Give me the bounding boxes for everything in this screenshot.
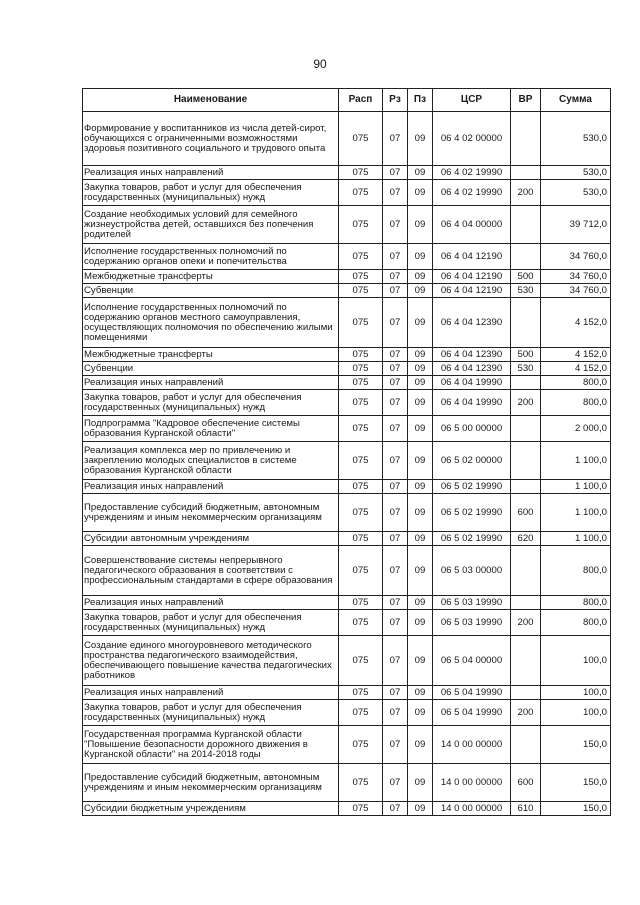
- row-vr-cell: 620: [511, 532, 541, 546]
- row-name-cell: Реализация комплекса мер по привлечению и закреплению молодых специалистов в системе образования Курганской области: [83, 442, 339, 480]
- row-csr-cell: 14 0 00 00000: [433, 764, 511, 802]
- row-name-cell: Межбюджетные трансферты: [83, 270, 339, 284]
- row-sum-cell: 1 100,0: [541, 532, 611, 546]
- row-sum-cell: 800,0: [541, 546, 611, 596]
- table-header-row: [83, 89, 611, 112]
- row-pz-cell: 09: [408, 442, 433, 480]
- row-rz-cell: 07: [383, 726, 408, 764]
- row-rz-cell: 07: [383, 270, 408, 284]
- row-vr-cell: 500: [511, 348, 541, 362]
- row-rz-cell: 07: [383, 610, 408, 636]
- budget-table: [82, 88, 611, 816]
- row-rz-cell: 07: [383, 546, 408, 596]
- row-sum-cell: 150,0: [541, 726, 611, 764]
- row-rz-cell: 07: [383, 636, 408, 686]
- row-vr-cell: [511, 244, 541, 270]
- table-row: [83, 686, 611, 700]
- row-sum-cell: 4 152,0: [541, 298, 611, 348]
- row-csr-cell: 06 4 04 19990: [433, 390, 511, 416]
- row-pz-cell: 09: [408, 244, 433, 270]
- row-name-cell: Субсидии автономным учреждениям: [83, 532, 339, 546]
- row-rasp-cell: 075: [339, 480, 383, 494]
- row-csr-cell: 06 4 02 00000: [433, 112, 511, 166]
- column-header-pz: Пз: [408, 89, 433, 112]
- row-vr-cell: [511, 686, 541, 700]
- column-header-csr: ЦСР: [433, 89, 511, 112]
- row-csr-cell: 06 5 03 19990: [433, 596, 511, 610]
- table-row: [83, 802, 611, 816]
- row-name-cell: Реализация иных направлений: [83, 596, 339, 610]
- row-rz-cell: 07: [383, 348, 408, 362]
- row-csr-cell: 06 5 03 00000: [433, 546, 511, 596]
- row-csr-cell: 06 4 04 19990: [433, 376, 511, 390]
- row-sum-cell: 800,0: [541, 610, 611, 636]
- row-vr-cell: [511, 726, 541, 764]
- row-csr-cell: 14 0 00 00000: [433, 802, 511, 816]
- row-csr-cell: 06 4 04 12190: [433, 270, 511, 284]
- row-name-cell: Реализация иных направлений: [83, 686, 339, 700]
- row-pz-cell: 09: [408, 362, 433, 376]
- row-sum-cell: 150,0: [541, 802, 611, 816]
- row-rz-cell: 07: [383, 686, 408, 700]
- row-name-cell: Субсидии бюджетным учреждениям: [83, 802, 339, 816]
- row-rz-cell: 07: [383, 416, 408, 442]
- row-pz-cell: 09: [408, 636, 433, 686]
- row-rz-cell: 07: [383, 764, 408, 802]
- row-rasp-cell: 075: [339, 686, 383, 700]
- table-row: [83, 390, 611, 416]
- row-rasp-cell: 075: [339, 180, 383, 206]
- row-pz-cell: 09: [408, 284, 433, 298]
- row-name-cell: Закупка товаров, работ и услуг для обеспечения государственных (муниципальных) нужд: [83, 700, 339, 726]
- table-row: [83, 180, 611, 206]
- row-csr-cell: 06 4 02 19990: [433, 166, 511, 180]
- table-row: [83, 610, 611, 636]
- row-csr-cell: 06 5 04 00000: [433, 636, 511, 686]
- row-pz-cell: 09: [408, 700, 433, 726]
- row-vr-cell: [511, 480, 541, 494]
- row-pz-cell: 09: [408, 270, 433, 284]
- column-header-name: Наименование: [83, 89, 339, 112]
- row-csr-cell: 06 4 04 12190: [433, 284, 511, 298]
- row-sum-cell: 34 760,0: [541, 284, 611, 298]
- row-csr-cell: 06 4 04 12390: [433, 362, 511, 376]
- row-pz-cell: 09: [408, 298, 433, 348]
- row-rasp-cell: 075: [339, 700, 383, 726]
- row-rasp-cell: 075: [339, 284, 383, 298]
- row-sum-cell: 530,0: [541, 112, 611, 166]
- row-csr-cell: 06 5 04 19990: [433, 700, 511, 726]
- row-rasp-cell: 075: [339, 112, 383, 166]
- column-header-rasp: Расп: [339, 89, 383, 112]
- row-name-cell: Формирование у воспитанников из числа детей-сирот, обучающихся с ограниченными возможностями здоровья позитивного социального и трудового опыта: [83, 112, 339, 166]
- row-rasp-cell: 075: [339, 416, 383, 442]
- row-name-cell: Предоставление субсидий бюджетным, автономным учреждениям и иным некоммерческим организациям: [83, 494, 339, 532]
- row-name-cell: Реализация иных направлений: [83, 480, 339, 494]
- row-sum-cell: 100,0: [541, 686, 611, 700]
- row-sum-cell: 800,0: [541, 596, 611, 610]
- row-pz-cell: 09: [408, 112, 433, 166]
- row-pz-cell: 09: [408, 802, 433, 816]
- row-rz-cell: 07: [383, 802, 408, 816]
- row-vr-cell: [511, 442, 541, 480]
- row-name-cell: Закупка товаров, работ и услуг для обеспечения государственных (муниципальных) нужд: [83, 610, 339, 636]
- row-csr-cell: 14 0 00 00000: [433, 726, 511, 764]
- row-sum-cell: 39 712,0: [541, 206, 611, 244]
- row-vr-cell: 610: [511, 802, 541, 816]
- row-rasp-cell: 075: [339, 362, 383, 376]
- row-csr-cell: 06 5 00 00000: [433, 416, 511, 442]
- table-row: [83, 244, 611, 270]
- table-row: [83, 546, 611, 596]
- row-pz-cell: 09: [408, 206, 433, 244]
- row-rasp-cell: 075: [339, 532, 383, 546]
- row-vr-cell: 200: [511, 610, 541, 636]
- row-pz-cell: 09: [408, 532, 433, 546]
- column-header-sum: Сумма: [541, 89, 611, 112]
- row-rz-cell: 07: [383, 596, 408, 610]
- row-name-cell: Межбюджетные трансферты: [83, 348, 339, 362]
- row-rz-cell: 07: [383, 362, 408, 376]
- row-sum-cell: 34 760,0: [541, 244, 611, 270]
- table-row: [83, 348, 611, 362]
- row-sum-cell: 34 760,0: [541, 270, 611, 284]
- row-vr-cell: [511, 636, 541, 686]
- row-pz-cell: 09: [408, 686, 433, 700]
- column-header-rz: Рз: [383, 89, 408, 112]
- row-pz-cell: 09: [408, 416, 433, 442]
- row-vr-cell: [511, 546, 541, 596]
- row-name-cell: Создание необходимых условий для семейного жизнеустройства детей, оставшихся без попечения родителей: [83, 206, 339, 244]
- row-sum-cell: 4 152,0: [541, 348, 611, 362]
- table-row: [83, 298, 611, 348]
- row-pz-cell: 09: [408, 390, 433, 416]
- row-rasp-cell: 075: [339, 244, 383, 270]
- row-rz-cell: 07: [383, 284, 408, 298]
- row-rz-cell: 07: [383, 244, 408, 270]
- row-pz-cell: 09: [408, 180, 433, 206]
- row-rz-cell: 07: [383, 442, 408, 480]
- row-rz-cell: 07: [383, 166, 408, 180]
- row-csr-cell: 06 4 02 19990: [433, 180, 511, 206]
- table-row: [83, 700, 611, 726]
- row-name-cell: Закупка товаров, работ и услуг для обеспечения государственных (муниципальных) нужд: [83, 180, 339, 206]
- row-name-cell: Закупка товаров, работ и услуг для обеспечения государственных (муниципальных) нужд: [83, 390, 339, 416]
- row-pz-cell: 09: [408, 480, 433, 494]
- row-csr-cell: 06 4 04 12390: [433, 348, 511, 362]
- row-csr-cell: 06 5 03 19990: [433, 610, 511, 636]
- row-csr-cell: 06 5 04 19990: [433, 686, 511, 700]
- row-rasp-cell: 075: [339, 802, 383, 816]
- table-row: [83, 480, 611, 494]
- row-csr-cell: 06 5 02 19990: [433, 494, 511, 532]
- row-rasp-cell: 075: [339, 636, 383, 686]
- row-sum-cell: 100,0: [541, 636, 611, 686]
- row-rasp-cell: 075: [339, 390, 383, 416]
- row-rz-cell: 07: [383, 206, 408, 244]
- row-csr-cell: 06 5 02 00000: [433, 442, 511, 480]
- row-pz-cell: 09: [408, 376, 433, 390]
- row-rasp-cell: 075: [339, 298, 383, 348]
- row-name-cell: Субвенции: [83, 362, 339, 376]
- table-row: [83, 532, 611, 546]
- table-row: [83, 166, 611, 180]
- row-vr-cell: [511, 112, 541, 166]
- row-rasp-cell: 075: [339, 376, 383, 390]
- row-rasp-cell: 075: [339, 348, 383, 362]
- row-rasp-cell: 075: [339, 610, 383, 636]
- row-rz-cell: 07: [383, 494, 408, 532]
- row-name-cell: Реализация иных направлений: [83, 376, 339, 390]
- table-row: [83, 270, 611, 284]
- row-sum-cell: 1 100,0: [541, 494, 611, 532]
- row-rz-cell: 07: [383, 112, 408, 166]
- row-name-cell: Предоставление субсидий бюджетным, автономным учреждениям и иным некоммерческим организациям: [83, 764, 339, 802]
- table-row: [83, 376, 611, 390]
- row-name-cell: Подпрограмма "Кадровое обеспечение системы образования Курганской области": [83, 416, 339, 442]
- table-body: [83, 112, 611, 816]
- row-pz-cell: 09: [408, 494, 433, 532]
- row-pz-cell: 09: [408, 610, 433, 636]
- row-vr-cell: 600: [511, 764, 541, 802]
- row-sum-cell: 100,0: [541, 700, 611, 726]
- row-csr-cell: 06 4 04 00000: [433, 206, 511, 244]
- row-sum-cell: 4 152,0: [541, 362, 611, 376]
- row-rz-cell: 07: [383, 480, 408, 494]
- table-row: [83, 596, 611, 610]
- row-sum-cell: 2 000,0: [541, 416, 611, 442]
- row-sum-cell: 150,0: [541, 764, 611, 802]
- table-row: [83, 416, 611, 442]
- row-rasp-cell: 075: [339, 494, 383, 532]
- row-rasp-cell: 075: [339, 206, 383, 244]
- row-rasp-cell: 075: [339, 546, 383, 596]
- table-row: [83, 206, 611, 244]
- row-name-cell: Реализация иных направлений: [83, 166, 339, 180]
- row-name-cell: Исполнение государственных полномочий по содержанию органов опеки и попечительства: [83, 244, 339, 270]
- table-row: [83, 442, 611, 480]
- row-vr-cell: 200: [511, 390, 541, 416]
- row-rasp-cell: 075: [339, 726, 383, 764]
- row-vr-cell: [511, 596, 541, 610]
- row-csr-cell: 06 5 02 19990: [433, 480, 511, 494]
- row-rz-cell: 07: [383, 376, 408, 390]
- row-name-cell: Совершенствование системы непрерывного педагогического образования в соответствии с профессиональным стандартами в сфере образования: [83, 546, 339, 596]
- table-row: [83, 726, 611, 764]
- row-rasp-cell: 075: [339, 270, 383, 284]
- row-csr-cell: 06 5 02 19990: [433, 532, 511, 546]
- row-sum-cell: 1 100,0: [541, 442, 611, 480]
- row-rz-cell: 07: [383, 180, 408, 206]
- table-row: [83, 764, 611, 802]
- row-sum-cell: 1 100,0: [541, 480, 611, 494]
- row-rz-cell: 07: [383, 298, 408, 348]
- row-rz-cell: 07: [383, 700, 408, 726]
- row-vr-cell: [511, 206, 541, 244]
- row-name-cell: Государственная программа Курганской области "Повышение безопасности дорожного движения в Курганской области" на 2014-2018 годы: [83, 726, 339, 764]
- column-header-vr: ВР: [511, 89, 541, 112]
- row-pz-cell: 09: [408, 726, 433, 764]
- table-row: [83, 636, 611, 686]
- row-vr-cell: [511, 166, 541, 180]
- row-rz-cell: 07: [383, 532, 408, 546]
- table-row: [83, 494, 611, 532]
- table-row: [83, 362, 611, 376]
- row-sum-cell: 800,0: [541, 390, 611, 416]
- table-row: [83, 284, 611, 298]
- row-rasp-cell: 075: [339, 166, 383, 180]
- row-name-cell: Исполнение государственных полномочий по содержанию органов местного самоуправления, осуществляющих полномочия по обеспечению жилыми помещениями: [83, 298, 339, 348]
- page-number: 90: [313, 57, 327, 71]
- row-rasp-cell: 075: [339, 596, 383, 610]
- row-pz-cell: 09: [408, 166, 433, 180]
- row-rasp-cell: 075: [339, 442, 383, 480]
- row-vr-cell: 200: [511, 700, 541, 726]
- row-vr-cell: 530: [511, 284, 541, 298]
- row-name-cell: Создание единого многоуровневого методического пространства педагогического взаимодействия, обеспечивающего повышение качества педагогических работников: [83, 636, 339, 686]
- row-csr-cell: 06 4 04 12190: [433, 244, 511, 270]
- row-vr-cell: [511, 376, 541, 390]
- row-sum-cell: 530,0: [541, 166, 611, 180]
- row-rz-cell: 07: [383, 390, 408, 416]
- row-pz-cell: 09: [408, 764, 433, 802]
- table-row: [83, 112, 611, 166]
- row-sum-cell: 530,0: [541, 180, 611, 206]
- row-pz-cell: 09: [408, 596, 433, 610]
- row-vr-cell: 500: [511, 270, 541, 284]
- row-vr-cell: [511, 416, 541, 442]
- row-vr-cell: 200: [511, 180, 541, 206]
- row-sum-cell: 800,0: [541, 376, 611, 390]
- row-name-cell: Субвенции: [83, 284, 339, 298]
- row-vr-cell: [511, 298, 541, 348]
- row-pz-cell: 09: [408, 546, 433, 596]
- row-rasp-cell: 075: [339, 764, 383, 802]
- row-pz-cell: 09: [408, 348, 433, 362]
- row-vr-cell: 530: [511, 362, 541, 376]
- row-vr-cell: 600: [511, 494, 541, 532]
- row-csr-cell: 06 4 04 12390: [433, 298, 511, 348]
